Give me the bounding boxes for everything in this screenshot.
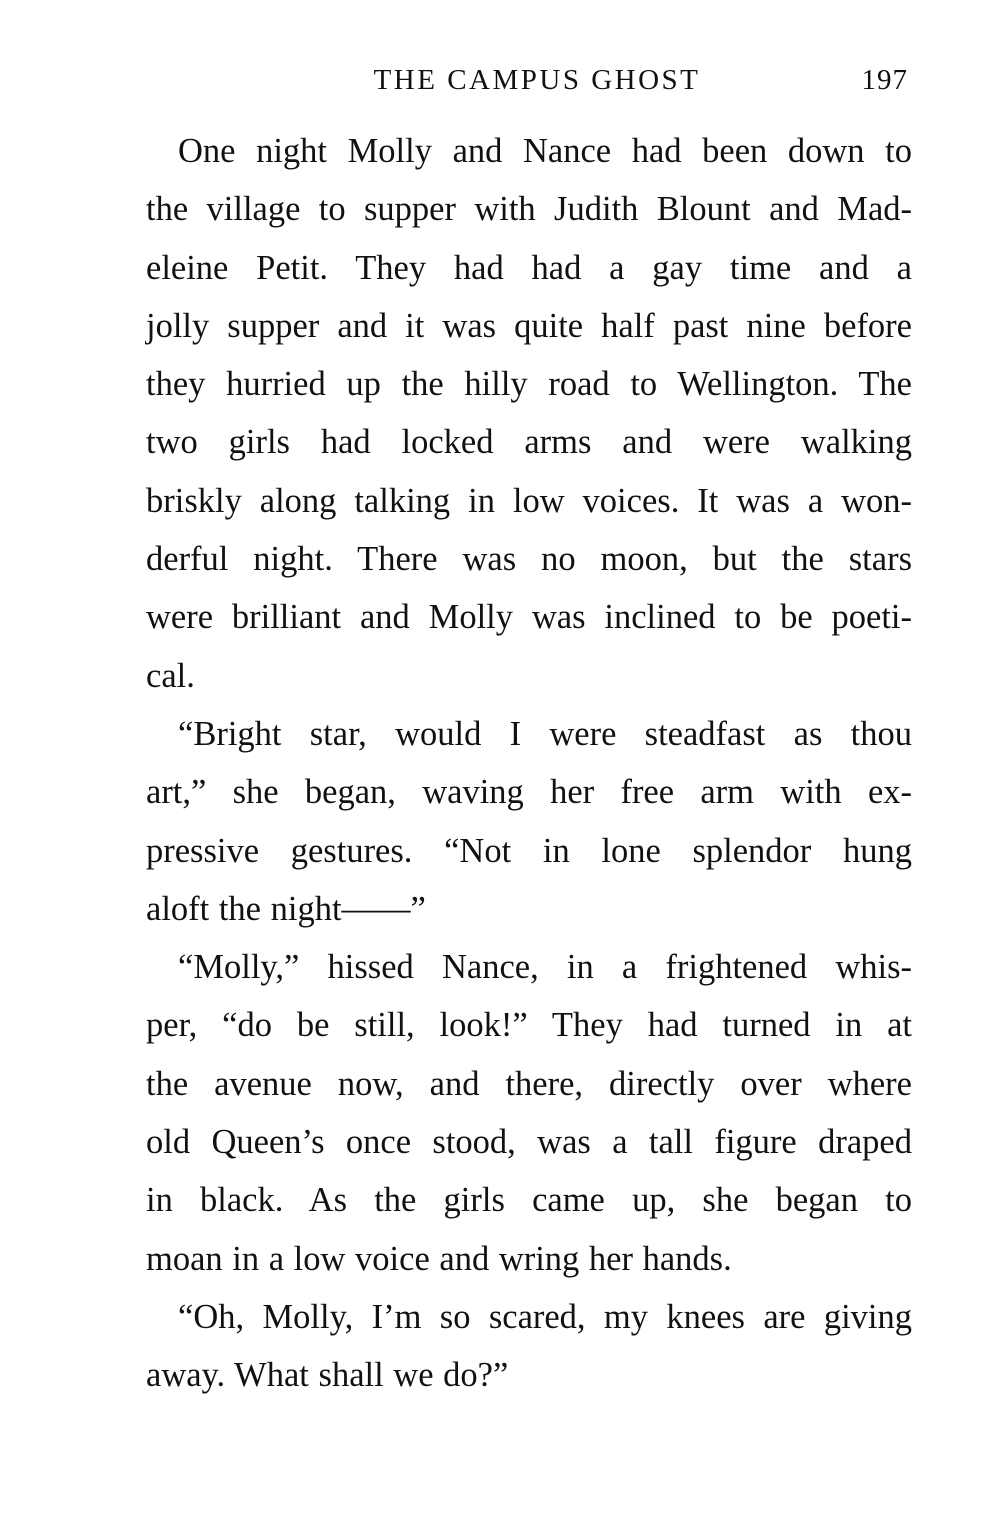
text-line: briskly along talking in low voices. It was a won- — [146, 481, 912, 520]
text-line: away. What shall we do?” — [146, 1356, 509, 1395]
text-line: pressive gestures. “Not in lone splendor hung — [146, 831, 912, 870]
body-text — [146, 122, 912, 1405]
text-line: old Queen’s once stood, was a tall figure draped — [146, 1123, 912, 1162]
page-number: 197 — [861, 64, 908, 96]
text-line: jolly supper and it was quite half past nine before — [146, 306, 912, 345]
text-line: derful night. There was no moon, but the stars — [146, 540, 912, 579]
text-line: they hurried up the hilly road to Wellington. The — [146, 365, 912, 404]
paragraph-1 — [146, 122, 912, 705]
text-line: aloft the night——” — [146, 889, 426, 928]
text-line: two girls had locked arms and were walking — [146, 423, 912, 462]
text-line: “Bright star, would I were steadfast as thou — [178, 714, 912, 753]
text-line: “Molly,” hissed Nance, in a frightened whis- — [178, 948, 912, 987]
text-line: art,” she began, waving her free arm with ex- — [146, 773, 912, 812]
text-line: per, “do be still, look!” They had turned in at — [146, 1006, 912, 1045]
paragraph-4 — [146, 1288, 912, 1405]
paragraph-2 — [146, 705, 912, 938]
text-line: “Oh, Molly, I’m so scared, my knees are giving — [178, 1297, 912, 1336]
text-line: the village to supper with Judith Blount and Mad- — [146, 190, 912, 229]
running-header — [146, 60, 910, 100]
paragraph-3 — [146, 938, 912, 1288]
text-line: the avenue now, and there, directly over where — [146, 1064, 912, 1103]
text-line: were brilliant and Molly was inclined to be poeti- — [146, 598, 912, 637]
chapter-title: THE CAMPUS GHOST — [373, 64, 701, 96]
text-line: in black. As the girls came up, she began to — [146, 1181, 912, 1220]
text-line: One night Molly and Nance had been down to — [178, 132, 912, 170]
text-line: moan in a low voice and wring her hands. — [146, 1239, 732, 1278]
text-line: cal. — [146, 656, 195, 695]
text-line: eleine Petit. They had had a gay time and a — [146, 248, 912, 287]
